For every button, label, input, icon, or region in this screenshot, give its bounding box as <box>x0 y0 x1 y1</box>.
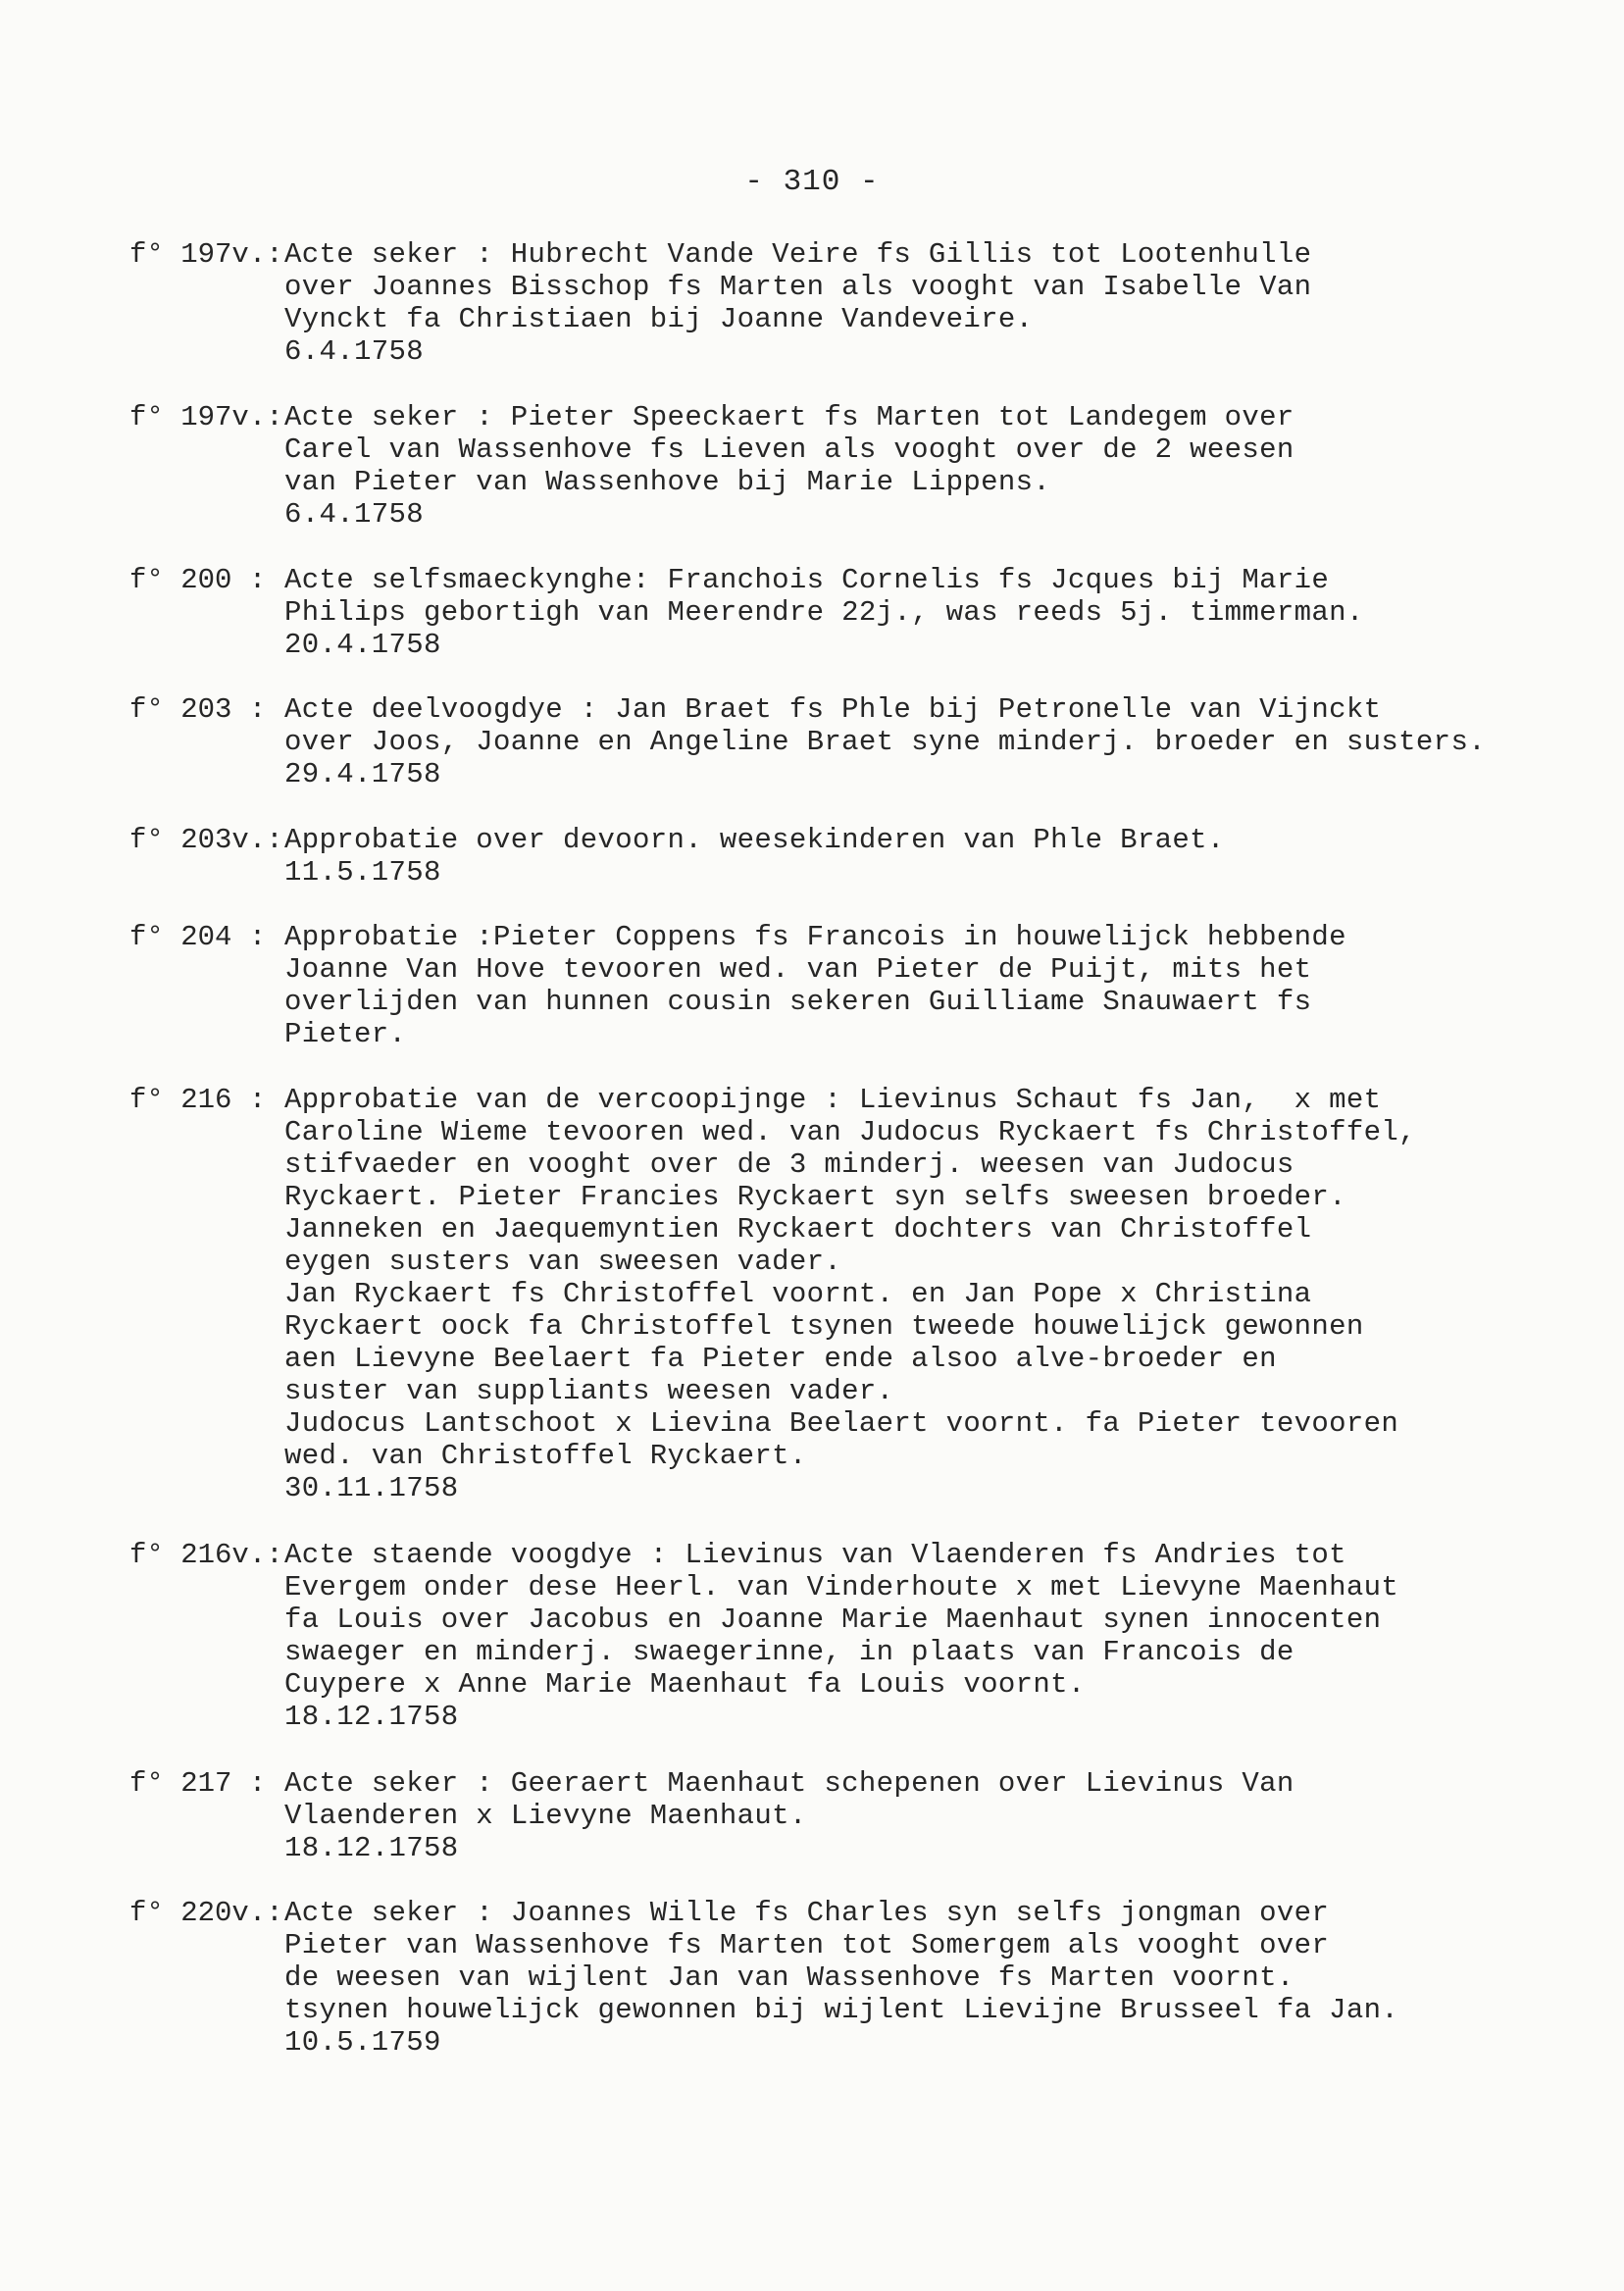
text-line: de weesen van wijlent Jan van Wassenhove fs Marten voornt. <box>284 1961 1294 1994</box>
entry-text <box>284 1897 1398 2059</box>
entry-text <box>284 238 1311 368</box>
text-line: Cuypere x Anne Marie Maenhaut fa Louis voornt. <box>284 1668 1086 1701</box>
text-line: van Pieter van Wassenhove bij Marie Lippens. <box>284 466 1051 498</box>
text-line: Pieter. <box>284 1018 407 1050</box>
entry-text <box>284 564 1364 661</box>
text-line: Acte seker : Hubrecht Vande Veire fs Gillis tot Lootenhulle <box>284 238 1312 271</box>
text-line: Joanne Van Hove tevooren wed. van Pieter de Puijt, mits het <box>284 953 1312 986</box>
text-line: Pieter van Wassenhove fs Marten tot Somergem als vooght over <box>284 1929 1330 1961</box>
text-line: Caroline Wieme tevooren wed. van Judocus Ryckaert fs Christoffel, <box>284 1116 1416 1148</box>
text-line: Vynckt fa Christiaen bij Joanne Vandeveire. <box>284 303 1034 335</box>
text-line: Approbatie over devoorn. weesekinderen van Phle Braet. <box>284 824 1225 856</box>
text-line: Acte seker : Pieter Speeckaert fs Marten tot Landegem over <box>284 401 1294 433</box>
text-line: swaeger en minderj. swaegerinne, in plaats van Francois de <box>284 1636 1294 1668</box>
entry-text <box>284 921 1346 1050</box>
entry-text <box>284 1767 1294 1864</box>
text-line: Acte selfsmaeckynghe: Franchois Cornelis fs Jcques bij Marie <box>284 564 1330 596</box>
text-line: Acte staende voogdye : Lievinus van Vlaenderen fs Andries tot <box>284 1539 1346 1571</box>
folio-reference: f° 203 : <box>129 693 267 726</box>
folio-reference: f° 203v.: <box>129 824 283 856</box>
text-line: Ryckaert oock fa Christoffel tsynen tweede houwelijck gewonnen <box>284 1310 1364 1343</box>
text-line: aen Lievyne Beelaert fa Pieter ende alsoo alve-broeder en <box>284 1343 1277 1375</box>
text-line: Janneken en Jaequemyntien Ryckaert dochters van Christoffel <box>284 1213 1312 1246</box>
text-line: 10.5.1759 <box>284 2026 441 2059</box>
text-line: 29.4.1758 <box>284 758 441 790</box>
entry-text <box>284 824 1225 889</box>
text-line: Judocus Lantschoot x Lievina Beelaert voornt. fa Pieter tevooren <box>284 1407 1399 1440</box>
entry-text <box>284 693 1486 790</box>
folio-reference: f° 216v.: <box>129 1539 283 1571</box>
page-number: - 310 - <box>744 165 880 199</box>
text-line: Approbatie :Pieter Coppens fs Francois in houwelijck hebbende <box>284 921 1346 953</box>
text-line: Ryckaert. Pieter Francies Ryckaert syn selfs sweesen broeder. <box>284 1181 1346 1213</box>
text-line: fa Louis over Jacobus en Joanne Marie Maenhaut synen innocenten <box>284 1604 1382 1636</box>
text-line: Approbatie van de vercoopijnge : Lievinus Schaut fs Jan, x met <box>284 1084 1382 1116</box>
entry-text <box>284 401 1294 531</box>
entry-text <box>284 1539 1398 1733</box>
folio-reference: f° 204 : <box>129 921 267 953</box>
text-line: Acte deelvoogdye : Jan Braet fs Phle bij Petronelle van Vijnckt <box>284 693 1382 726</box>
text-line: Carel van Wassenhove fs Lieven als vooght over de 2 weesen <box>284 433 1294 466</box>
text-line: 6.4.1758 <box>284 498 425 531</box>
text-line: tsynen houwelijck gewonnen bij wijlent Lievijne Brusseel fa Jan. <box>284 1994 1399 2026</box>
text-line: Vlaenderen x Lievyne Maenhaut. <box>284 1800 807 1832</box>
text-line: Jan Ryckaert fs Christoffel voornt. en Jan Pope x Christina <box>284 1278 1312 1310</box>
folio-reference: f° 200 : <box>129 564 267 596</box>
text-line: wed. van Christoffel Ryckaert. <box>284 1440 807 1472</box>
folio-reference: f° 197v.: <box>129 401 283 433</box>
folio-reference: f° 197v.: <box>129 238 283 271</box>
text-line: overlijden van hunnen cousin sekeren Guilliame Snauwaert fs <box>284 986 1312 1018</box>
folio-reference: f° 216 : <box>129 1084 267 1116</box>
text-line: over Joos, Joanne en Angeline Braet syne minderj. broeder en susters. <box>284 726 1486 758</box>
folio-reference: f° 220v.: <box>129 1897 283 1929</box>
folio-reference: f° 217 : <box>129 1767 267 1800</box>
text-line: 6.4.1758 <box>284 335 425 368</box>
text-line: Acte seker : Geeraert Maenhaut schepenen over Lievinus Van <box>284 1767 1294 1800</box>
text-line: 30.11.1758 <box>284 1472 459 1504</box>
text-line: 11.5.1758 <box>284 856 441 889</box>
text-line: Evergem onder dese Heerl. van Vinderhoute x met Lievyne Maenhaut <box>284 1571 1399 1604</box>
text-line: 18.12.1758 <box>284 1832 459 1864</box>
entry-text <box>284 1084 1416 1504</box>
text-line: 20.4.1758 <box>284 629 441 661</box>
text-line: stifvaeder en vooght over de 3 minderj. weesen van Judocus <box>284 1148 1294 1181</box>
text-line: Acte seker : Joannes Wille fs Charles syn selfs jongman over <box>284 1897 1330 1929</box>
text-line: 18.12.1758 <box>284 1701 459 1733</box>
text-line: Philips gebortigh van Meerendre 22j., was reeds 5j. timmerman. <box>284 596 1364 629</box>
text-line: suster van suppliants weesen vader. <box>284 1375 894 1407</box>
text-line: eygen susters van sweesen vader. <box>284 1246 842 1278</box>
text-line: over Joannes Bisschop fs Marten als vooght van Isabelle Van <box>284 271 1312 303</box>
